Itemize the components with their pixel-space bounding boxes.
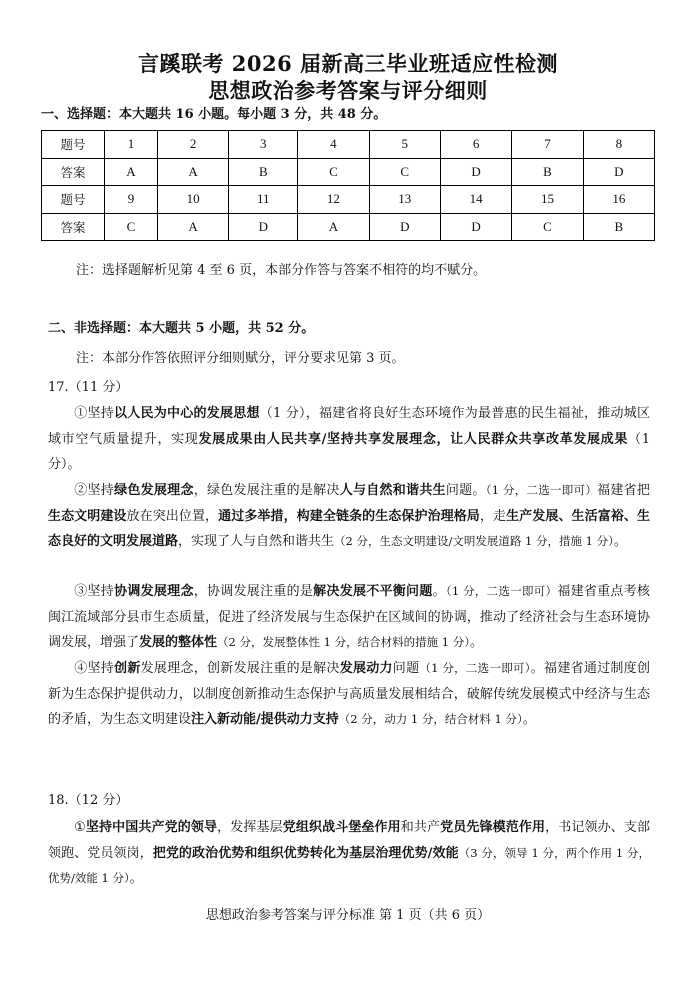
- answer-text: 和共产: [400, 820, 441, 835]
- question-number: 15: [512, 186, 583, 214]
- answer-text: 。: [432, 584, 446, 599]
- answer-text: ，书记领办、支部领跑、党员领岗，: [48, 820, 650, 861]
- scoring-note: （1 分，二选一即可）: [445, 584, 558, 598]
- row-label: 答案: [42, 213, 105, 241]
- answer-cell: A: [157, 158, 228, 186]
- question-number: 6: [440, 131, 511, 159]
- question-number: 7: [512, 131, 583, 159]
- page-footer: 思想政治参考答案与评分标准 第 1 页（共 6 页）: [205, 908, 491, 923]
- q17-point-2: [48, 478, 650, 555]
- answer-text: 福建省重点考核闽江流域部分县市生态质量，促进了经济发展与生态保护在区域间的协调，推动了经济社会与生态环境协调发展，增强了: [48, 584, 650, 650]
- key-phrase: 以人民为中心的发展思想: [114, 406, 260, 421]
- key-phrase: 坚持中国共产党的领导: [85, 820, 218, 835]
- answer-cell: D: [229, 213, 298, 241]
- answer-text: ③坚持: [74, 584, 115, 599]
- question-17-label: 17.（11 分）: [48, 380, 129, 395]
- key-phrase: 解决发展不平衡问题: [313, 584, 433, 599]
- answer-text: （1 分），福建省将良好生态环境作为最普惠的民生福祉，推动城区域市空气质量提升，实现: [48, 406, 650, 447]
- key-phrase: 生产发展、生活富裕、生态良好的文明发展道路: [48, 508, 650, 549]
- answer-text: 发展理念，创新发展注重的是解决: [140, 661, 340, 676]
- question-number: 9: [105, 186, 158, 214]
- question-number: 2: [157, 131, 228, 159]
- answer-text: ，绿色发展注重的是解决: [193, 483, 340, 498]
- scoring-note: （2 分，生态文明建设/文明发展道路 1 分，措施 1 分）: [334, 534, 614, 548]
- answer-cell: A: [157, 213, 228, 241]
- answer-text: ，走: [479, 508, 507, 524]
- table-row: [42, 186, 655, 214]
- key-phrase: 创新: [114, 661, 141, 676]
- key-phrase: 党员先锋模范作用: [440, 820, 546, 835]
- answer-text: 问题。: [445, 483, 486, 498]
- scoring-note: （2 分，发展整体性 1 分，结合材料的措施 1 分）: [217, 635, 471, 649]
- row-label: 答案: [42, 158, 105, 186]
- question-number: 3: [229, 131, 298, 159]
- answer-cell: C: [512, 213, 583, 241]
- answer-cell: B: [512, 158, 583, 186]
- key-phrase: 发展的整体性: [139, 635, 218, 650]
- question-number: 14: [440, 186, 511, 214]
- answer-text: ，发挥基层: [217, 820, 283, 835]
- question-number: 13: [369, 186, 440, 214]
- answer-cell: D: [583, 158, 654, 186]
- answer-cell: C: [105, 213, 158, 241]
- question-18-label: 18.（12 分）: [48, 793, 129, 808]
- table-row: [42, 158, 655, 186]
- answer-cell: C: [298, 158, 369, 186]
- key-phrase: 协调发展理念: [114, 584, 194, 599]
- scoring-note: （2 分，动力 1 分，结合材料 1 分）: [338, 712, 523, 726]
- section2-heading: 二、非选择题：本大题共 5 小题，共 52 分。: [48, 321, 315, 336]
- q18-point-1: [48, 815, 650, 892]
- question-number: 5: [369, 131, 440, 159]
- answer-text: ①坚持: [74, 406, 115, 421]
- key-phrase: 把党的政治优势和组织优势转化为基层治理优势/效能: [152, 845, 459, 861]
- question-number: 16: [583, 186, 654, 214]
- scoring-note: （3 分，领导 1 分，两个作用 1 分，优势/效能 1 分）: [48, 845, 650, 885]
- question-number: 4: [298, 131, 369, 159]
- answer-cell: C: [369, 158, 440, 186]
- q17-point-1: [48, 401, 650, 478]
- answer-text: 放在突出位置，: [126, 508, 219, 524]
- key-phrase: 生态文明建设: [48, 508, 127, 524]
- answer-text: 。: [470, 635, 484, 650]
- answer-cell: A: [105, 158, 158, 186]
- key-phrase: 党组织战斗堡垒作用: [282, 820, 401, 835]
- question-number: 8: [583, 131, 654, 159]
- key-phrase: 发展成果由人民共享/坚持共享发展理念，让人民群众共享改革发展成果: [198, 431, 629, 447]
- table-row: [42, 131, 655, 159]
- answer-text: （1 分）。: [48, 431, 650, 472]
- answer-cell: B: [583, 213, 654, 241]
- question-number: 11: [229, 186, 298, 214]
- answer-cell: A: [298, 213, 369, 241]
- exam-title: 言蹊联考 2026 届新高三毕业班适应性检测: [137, 51, 559, 76]
- key-phrase: 绿色发展理念: [114, 483, 194, 498]
- q17-point-3: [48, 579, 650, 656]
- section2-note: 注：本部分作答依照评分细则赋分，评分要求见第 3 页。: [76, 351, 405, 366]
- question-number: 1: [105, 131, 158, 159]
- answer-text: 问题: [392, 661, 420, 676]
- table-row: [42, 213, 655, 241]
- row-label: 题号: [42, 131, 105, 159]
- scoring-note: （1 分，二选一即可）: [485, 483, 598, 497]
- answer-text: ，实现了人与自然和谐共生: [178, 534, 335, 549]
- answer-text: ②坚持: [74, 483, 115, 498]
- q17-point-4: [48, 656, 650, 733]
- key-phrase: 发展动力: [339, 661, 393, 676]
- answer-text: ④坚持: [74, 661, 115, 676]
- section1-heading: 一、选择题：本大题共 16 小题。每小题 3 分，共 48 分。: [41, 107, 387, 122]
- key-phrase: 注入新动能/提供动力支持: [191, 712, 339, 727]
- question-number: 10: [157, 186, 228, 214]
- section1-note: 注：选择题解析见第 4 至 6 页，本部分作答与答案不相符的均不赋分。: [76, 263, 487, 278]
- answer-cell: D: [369, 213, 440, 241]
- answer-text: 。福建省通过制度创新为生态保护提供动力，以制度创新推动生态保护与高质量发展相结合，破解传统发展模式中经济与生态的矛盾，为生态文明建设: [48, 661, 650, 727]
- answer-cell: B: [229, 158, 298, 186]
- answer-cell: D: [440, 158, 511, 186]
- row-label: 题号: [42, 186, 105, 214]
- exam-subtitle: 思想政治参考答案与评分细则: [208, 78, 488, 103]
- answer-text: 。: [129, 871, 143, 886]
- answer-cell: D: [440, 213, 511, 241]
- answer-table: [41, 130, 655, 241]
- question-number: 12: [298, 186, 369, 214]
- answer-text: ①: [74, 820, 86, 835]
- key-phrase: 人与自然和谐共生: [339, 483, 446, 498]
- answer-text: 福建省把: [597, 483, 650, 498]
- key-phrase: 通过多举措，构建全链条的生态保护治理格局: [218, 508, 480, 524]
- answer-text: 。: [613, 534, 627, 549]
- scoring-note: （1 分，二选一即可）: [419, 661, 531, 675]
- answer-text: ，协调发展注重的是: [193, 584, 314, 599]
- answer-text: 。: [522, 712, 536, 727]
